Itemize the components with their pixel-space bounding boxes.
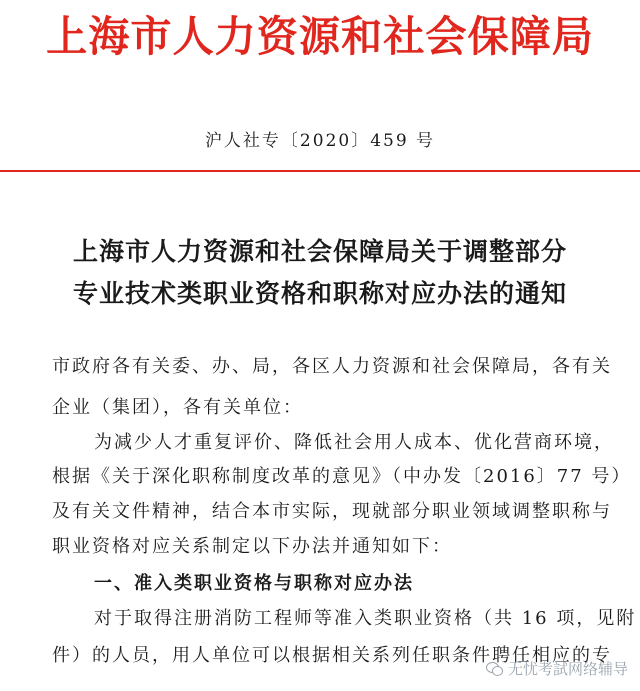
watermark-text: 无忧考試网络辅导 — [507, 660, 628, 678]
paragraph-1-line-1: 为减少人才重复评价、降低社会用人成本、优化营商环境， — [94, 432, 614, 453]
paragraph-2-line-2: 件）的人员，用人单位可以根据相关系列任职条件聘任相应的专 — [52, 645, 612, 666]
paragraph-2-line-1: 对于取得注册消防工程师等准入类职业资格（共 16 项，见附 — [94, 608, 637, 629]
paragraph-1-line-4: 职业资格对应关系制定以下办法并通知如下： — [52, 536, 452, 557]
paragraph-1-line-3: 及有关文件精神，结合本市实际，现就部分职业领域调整职称与 — [52, 501, 612, 522]
notice-title-line-1: 上海市人力资源和社会保障局关于调整部分 — [72, 237, 567, 266]
addressee-line-2: 企业（集团），各有关单位： — [52, 397, 303, 418]
addressee-line-1: 市政府各有关委、办、局，各区人力资源和社会保障局，各有关 — [52, 356, 612, 377]
wechat-icon — [486, 662, 504, 676]
section-1-heading: 一、准入类职业资格与职称对应办法 — [94, 573, 414, 594]
issuing-authority-title: 上海市人力资源和社会保障局 — [46, 12, 594, 61]
watermark — [486, 658, 628, 679]
document-number: 沪人社专〔2020〕459 号 — [204, 131, 436, 151]
paragraph-1-line-2: 根据《关于深化职称制度改革的意见》（中办发〔2016〕77 号） — [52, 466, 632, 487]
notice-title-line-2: 专业技术类职业资格和职称对应办法的通知 — [72, 279, 567, 308]
red-divider — [0, 170, 640, 172]
